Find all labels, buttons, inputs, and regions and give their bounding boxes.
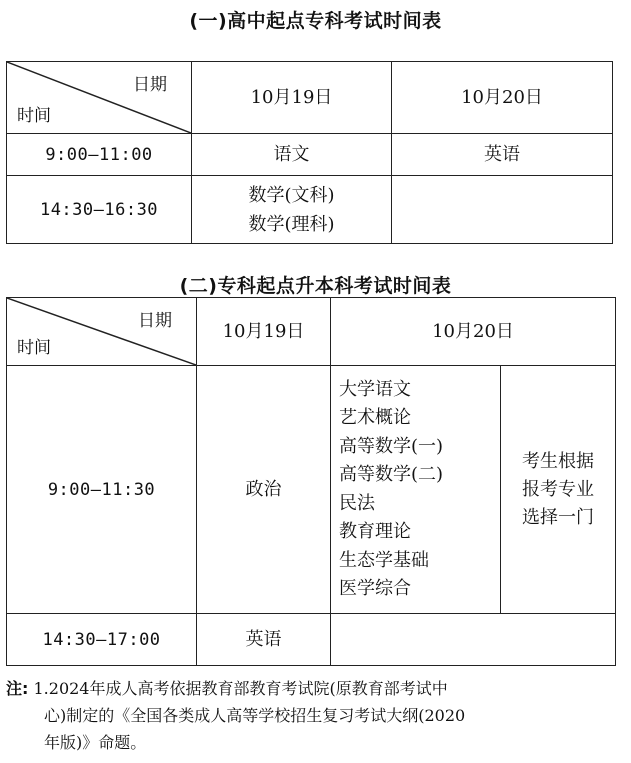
subject-text: 数学(理科) xyxy=(248,213,335,235)
list-item: 大学语文 xyxy=(339,378,411,400)
date-header-cell: 10月19日 xyxy=(197,298,331,366)
list-item: 高等数学(一) xyxy=(339,435,444,457)
note-text: 1.2024年成人高考依据教育部教育考试院(原教育部考试中 xyxy=(33,679,448,698)
subject-cell: 政治 xyxy=(197,366,331,614)
list-item: 艺术概论 xyxy=(339,407,411,428)
date-header-cell: 10月20日 xyxy=(331,298,616,366)
note-line: 心)制定的《全国各类成人高等学校招生复习考试大纲(2020 xyxy=(44,706,466,725)
table-row xyxy=(7,366,616,614)
empty-cell xyxy=(392,176,613,244)
subject-list-cell xyxy=(331,366,501,614)
list-item: 高等数学(二) xyxy=(339,464,444,485)
subject-cell xyxy=(192,176,392,244)
diagonal-header-cell xyxy=(7,298,197,366)
empty-cell xyxy=(331,614,616,666)
note-line: 年版)》命题。 xyxy=(44,733,147,752)
header-time-label: 时间 xyxy=(17,338,51,358)
subject-text: 数学(文科) xyxy=(248,184,335,206)
table-header-row xyxy=(7,62,613,134)
list-item: 民法 xyxy=(339,492,375,514)
table-row xyxy=(7,134,613,176)
notes-section xyxy=(6,675,621,756)
schedule-table-2 xyxy=(6,297,616,666)
subject-cell xyxy=(192,134,392,176)
table-row xyxy=(7,614,616,666)
date-header-cell: 10月19日 xyxy=(192,62,392,134)
header-time-label: 时间 xyxy=(17,106,51,126)
table1-title: (一)高中起点专科考试时间表 xyxy=(189,10,442,32)
choose-note-cell xyxy=(501,366,616,614)
note-line xyxy=(6,675,621,702)
date-header-cell: 10月20日 xyxy=(392,62,613,134)
time-cell: 9:00—11:30 xyxy=(7,366,197,614)
list-item: 生态学基础 xyxy=(339,549,429,571)
time-cell: 9:00—11:00 xyxy=(7,134,192,176)
table-row xyxy=(7,176,613,244)
list-item: 医学综合 xyxy=(339,578,411,599)
choose-note-line: 考生根据 xyxy=(522,450,594,472)
table-header-row xyxy=(7,298,616,366)
subject-cell xyxy=(392,134,613,176)
time-cell: 14:30—16:30 xyxy=(7,176,192,244)
time-cell: 14:30—17:00 xyxy=(7,614,197,666)
table2-title: (二)专科起点升本科考试时间表 xyxy=(179,275,452,297)
header-date-label: 日期 xyxy=(133,75,167,95)
subject-text: 语文 xyxy=(273,143,310,165)
subject-text: 英语 xyxy=(484,143,520,165)
choose-note-line: 报考专业 xyxy=(522,478,594,500)
header-date-label: 日期 xyxy=(138,311,172,331)
diagonal-header-cell xyxy=(7,62,192,134)
list-item: 教育理论 xyxy=(339,521,411,542)
subject-cell: 英语 xyxy=(197,614,331,666)
schedule-table-1 xyxy=(6,61,613,244)
choose-note-line: 选择一门 xyxy=(522,506,594,528)
notes-label: 注: xyxy=(6,679,29,698)
